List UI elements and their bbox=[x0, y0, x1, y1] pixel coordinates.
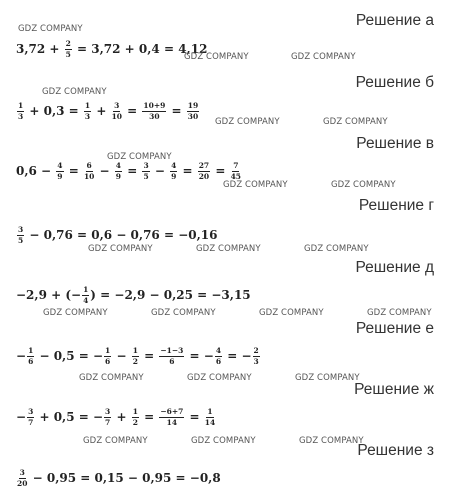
watermark: GDZ COMPANY bbox=[187, 373, 252, 383]
fraction-numerator: 1 bbox=[84, 101, 91, 110]
equation-text: + bbox=[92, 104, 111, 118]
equation-g bbox=[16, 226, 217, 244]
fraction-numerator: 4 bbox=[171, 161, 177, 170]
fraction-numerator: 3 bbox=[143, 161, 149, 170]
fraction-denominator: 9 bbox=[57, 171, 63, 181]
solution-header-b: Решение б bbox=[355, 74, 434, 91]
equation-text: −2,9 + (− bbox=[16, 288, 82, 302]
fraction-denominator: 2 bbox=[132, 417, 138, 427]
equation-text: = bbox=[211, 164, 230, 178]
solution-header-a: Решение а bbox=[355, 12, 434, 29]
fraction bbox=[253, 347, 260, 365]
fraction-denominator: 2 bbox=[132, 356, 138, 366]
fraction bbox=[205, 408, 215, 426]
fraction-denominator: 30 bbox=[149, 111, 160, 121]
equation-text: = bbox=[64, 164, 83, 178]
fraction-denominator: 9 bbox=[171, 171, 177, 181]
fraction bbox=[104, 408, 111, 426]
fraction-denominator: 5 bbox=[65, 49, 71, 59]
solution-header-d: Решение д bbox=[355, 259, 434, 276]
equation-text: 3,72 + bbox=[16, 42, 64, 56]
equation-text: − bbox=[112, 349, 131, 363]
equation-v bbox=[16, 162, 242, 180]
fraction-numerator: 10+9 bbox=[143, 101, 166, 110]
fraction bbox=[159, 347, 184, 365]
solution-header-zh: Решение ж bbox=[354, 381, 434, 398]
equation-text: − 0,95 = 0,15 − 0,95 = −0,8 bbox=[28, 471, 221, 485]
fraction-denominator: 5 bbox=[18, 235, 24, 245]
watermark: GDZ COMPANY bbox=[215, 117, 280, 127]
equation-text: = 3,72 + 0,4 = 4,12 bbox=[72, 42, 208, 56]
equation-a bbox=[16, 40, 207, 58]
fraction bbox=[142, 102, 166, 120]
fraction-denominator: 4 bbox=[83, 295, 89, 305]
equation-text: − bbox=[150, 164, 170, 178]
fraction-numerator: 3 bbox=[28, 407, 34, 416]
equation-text: 0,6 − bbox=[16, 164, 56, 178]
solution-header-z: Решение з bbox=[357, 442, 434, 459]
watermark: GDZ COMPANY bbox=[304, 244, 369, 254]
fraction-numerator: 2 bbox=[65, 39, 71, 48]
watermark: GDZ COMPANY bbox=[223, 180, 288, 190]
fraction bbox=[84, 102, 91, 120]
fraction bbox=[17, 226, 24, 244]
fraction-numerator: 3 bbox=[19, 468, 25, 477]
fraction bbox=[187, 102, 199, 120]
fraction-numerator: 1 bbox=[132, 407, 138, 416]
watermark: GDZ COMPANY bbox=[299, 436, 364, 446]
watermark: GDZ COMPANY bbox=[151, 308, 216, 318]
watermark: GDZ COMPANY bbox=[259, 308, 324, 318]
fraction-denominator: 6 bbox=[28, 356, 34, 366]
fraction bbox=[65, 40, 72, 58]
equation-text: = bbox=[167, 104, 186, 118]
fraction bbox=[84, 162, 94, 180]
fraction-denominator: 45 bbox=[230, 171, 242, 181]
equation-text: − bbox=[95, 164, 114, 178]
fraction-numerator: 1 bbox=[207, 407, 213, 416]
fraction-denominator: 7 bbox=[105, 417, 111, 427]
fraction bbox=[27, 347, 34, 365]
fraction bbox=[215, 347, 222, 365]
fraction-denominator: 30 bbox=[187, 111, 199, 121]
fraction bbox=[104, 347, 111, 365]
fraction-numerator: 4 bbox=[215, 346, 222, 355]
fraction-numerator: 4 bbox=[57, 161, 63, 170]
equation-text: − 0,76 = 0,6 − 0,76 = −0,16 bbox=[25, 228, 218, 242]
fraction-denominator: 20 bbox=[198, 171, 210, 181]
watermark: GDZ COMPANY bbox=[88, 244, 153, 254]
equation-text: + bbox=[112, 410, 131, 424]
fraction-numerator: 7 bbox=[233, 161, 239, 170]
fraction-numerator: 1 bbox=[105, 346, 111, 355]
equation-text: + 0,5 = − bbox=[35, 410, 104, 424]
fraction-denominator: 14 bbox=[166, 417, 178, 427]
equation-text: − bbox=[16, 349, 27, 363]
watermark: GDZ COMPANY bbox=[331, 180, 396, 190]
fraction-numerator: 1 bbox=[132, 346, 138, 355]
solution-header-g: Решение г bbox=[358, 197, 434, 214]
fraction bbox=[198, 162, 210, 180]
fraction-numerator: 3 bbox=[114, 101, 120, 110]
equation-b bbox=[16, 102, 200, 120]
equation-text: = − bbox=[223, 349, 252, 363]
fraction-numerator: 1 bbox=[18, 101, 24, 110]
fraction-denominator: 6 bbox=[215, 356, 222, 366]
watermark: GDZ COMPANY bbox=[367, 308, 432, 318]
fraction-denominator: 10 bbox=[111, 111, 122, 121]
fraction-denominator: 7 bbox=[28, 417, 34, 427]
fraction bbox=[142, 162, 149, 180]
watermark: GDZ COMPANY bbox=[79, 373, 144, 383]
fraction bbox=[132, 347, 139, 365]
watermark: GDZ COMPANY bbox=[43, 308, 108, 318]
watermark: GDZ COMPANY bbox=[196, 244, 261, 254]
fraction bbox=[132, 408, 139, 426]
equation-text: − bbox=[16, 410, 27, 424]
fraction bbox=[17, 102, 24, 120]
watermark: GDZ COMPANY bbox=[295, 373, 360, 383]
equation-text: = bbox=[185, 410, 204, 424]
fraction-numerator: −6+7 bbox=[160, 407, 184, 416]
fraction bbox=[56, 162, 63, 180]
fraction bbox=[159, 408, 184, 426]
watermark: GDZ COMPANY bbox=[83, 436, 148, 446]
equation-text: = bbox=[123, 104, 142, 118]
fraction bbox=[17, 469, 27, 487]
fraction-denominator: 5 bbox=[143, 171, 149, 181]
equation-zh bbox=[16, 408, 216, 426]
fraction-numerator: 6 bbox=[86, 161, 92, 170]
fraction-numerator: −1−3 bbox=[160, 346, 184, 355]
equation-d bbox=[16, 286, 251, 304]
fraction bbox=[82, 286, 89, 304]
fraction-denominator: 6 bbox=[105, 356, 111, 366]
fraction-numerator: 1 bbox=[83, 285, 89, 294]
watermark: GDZ COMPANY bbox=[191, 436, 256, 446]
solution-header-v: Решение в bbox=[356, 135, 434, 152]
equation-text: ) = −2,9 − 0,25 = −3,15 bbox=[90, 288, 251, 302]
fraction-denominator: 6 bbox=[169, 356, 175, 366]
equation-text: = bbox=[178, 164, 197, 178]
fraction bbox=[27, 408, 34, 426]
equation-text: = bbox=[139, 349, 159, 363]
fraction-denominator: 3 bbox=[18, 111, 24, 121]
equation-text: = bbox=[139, 410, 159, 424]
equation-z bbox=[16, 469, 221, 487]
fraction bbox=[115, 162, 122, 180]
fraction-denominator: 10 bbox=[83, 171, 95, 181]
watermark: GDZ COMPANY bbox=[323, 117, 388, 127]
fraction-denominator: 14 bbox=[204, 417, 216, 427]
fraction bbox=[170, 162, 177, 180]
solution-header-e: Решение е bbox=[355, 320, 434, 337]
watermark: GDZ COMPANY bbox=[291, 52, 356, 62]
fraction bbox=[231, 162, 241, 180]
watermark: GDZ COMPANY bbox=[42, 87, 107, 97]
fraction-numerator: 4 bbox=[115, 161, 122, 170]
watermark: GDZ COMPANY bbox=[184, 52, 249, 62]
equation-text: = − bbox=[185, 349, 214, 363]
equation-text: − 0,5 = − bbox=[35, 349, 104, 363]
fraction-numerator: 19 bbox=[187, 101, 199, 110]
fraction-numerator: 1 bbox=[28, 346, 34, 355]
watermark: GDZ COMPANY bbox=[107, 152, 172, 162]
watermark: GDZ COMPANY bbox=[18, 24, 83, 34]
equation-e bbox=[16, 347, 261, 365]
fraction-numerator: 3 bbox=[105, 407, 111, 416]
fraction-numerator: 3 bbox=[18, 225, 24, 234]
equation-text: = bbox=[123, 164, 142, 178]
equation-text: + 0,3 = bbox=[25, 104, 83, 118]
fraction-denominator: 9 bbox=[115, 171, 122, 181]
fraction-numerator: 2 bbox=[253, 346, 259, 355]
fraction-denominator: 3 bbox=[253, 356, 259, 366]
fraction-denominator: 3 bbox=[84, 111, 91, 121]
fraction bbox=[112, 102, 122, 120]
fraction-denominator: 20 bbox=[17, 478, 28, 488]
fraction-numerator: 27 bbox=[198, 161, 210, 170]
